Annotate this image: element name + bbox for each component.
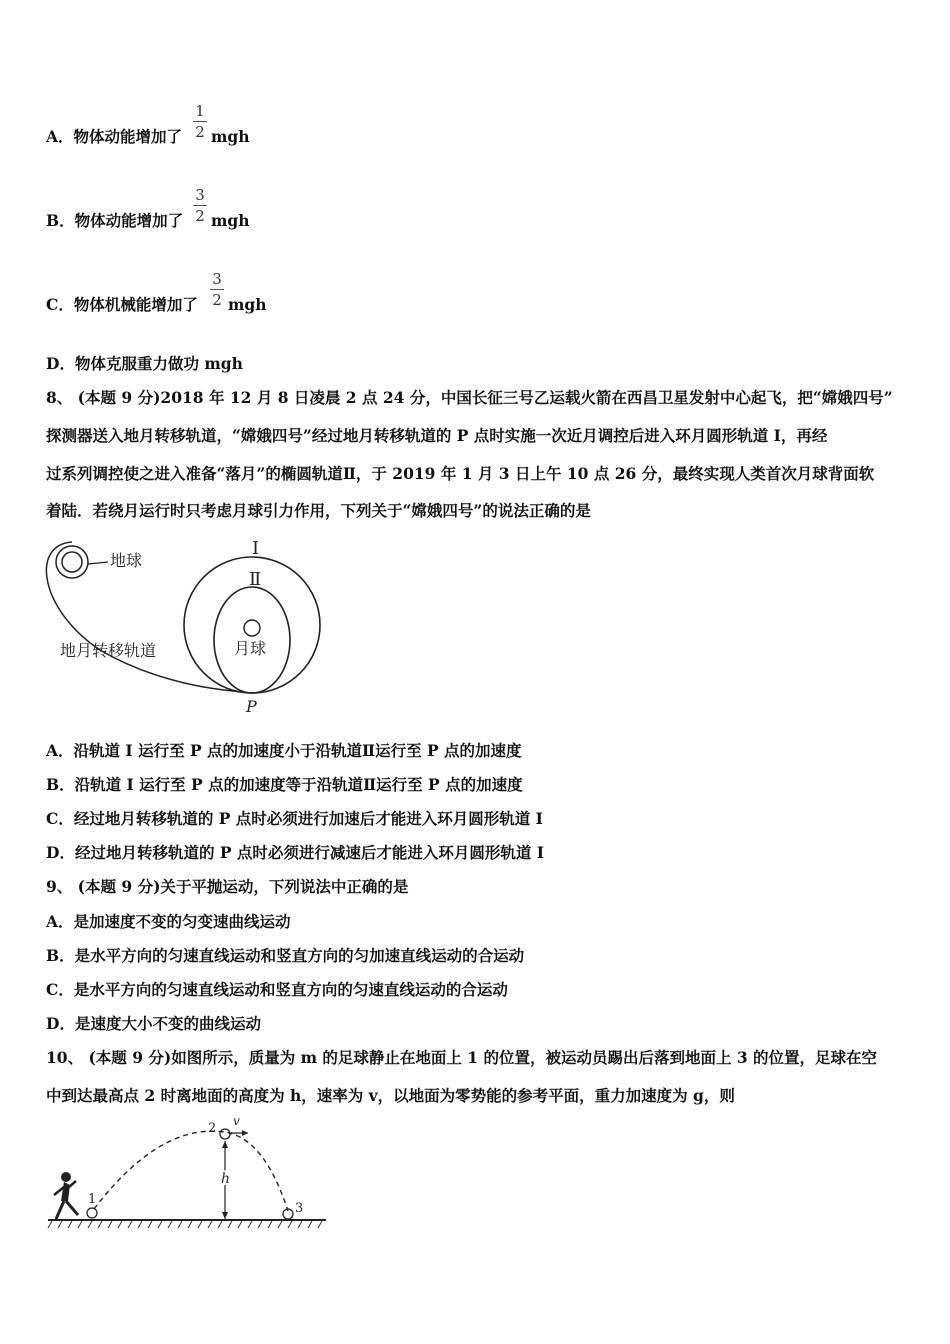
fraction-denominator: 2	[195, 207, 205, 225]
q7-option-c	[46, 295, 198, 315]
q8-orbit-figure	[40, 530, 340, 720]
ground-hatching	[48, 1221, 322, 1228]
q7-option-a-unit: mgh	[211, 127, 250, 146]
q8-option-c: C．经过地月转移轨道的 P 点时必须进行加速后才能进入环月圆形轨道 I	[46, 809, 543, 828]
q8-option-d: D．经过地月转移轨道的 P 点时必须进行减速后才能进入环月圆形轨道 I	[46, 843, 545, 862]
q8-stem-line-3: 过系列调控使之进入准备“落月”的椭圆轨道Ⅱ，于 2019 年 1 月 3 日上午 10 点 26 分，最终实现人类首次月球背面软	[46, 464, 875, 483]
fraction-denominator: 2	[195, 123, 205, 141]
orbit-1-label: I	[252, 538, 260, 559]
q7-option-b-fraction	[193, 186, 207, 225]
q7-option-a	[46, 127, 182, 147]
fraction-numerator: 3	[195, 186, 205, 204]
velocity-arrowhead	[242, 1130, 248, 1136]
transfer-orbit-label: 地月转移轨道	[60, 641, 157, 660]
q8-stem-line-1: 8、 (本题 9 分)2018 年 12 月 8 日凌晨 2 点 24 分，中国长征三号乙运载火箭在西昌卫星发射中心起飞，把“嫦娥四号”	[46, 388, 893, 407]
point-3-label: 3	[295, 1201, 304, 1216]
q8-option-a: A．沿轨道 I 运行至 P 点的加速度小于沿轨道Ⅱ运行至 P 点的加速度	[46, 741, 522, 760]
height-label: h	[221, 1171, 231, 1187]
q7-option-a-text: A．物体动能增加了	[46, 127, 183, 146]
q9-option-d: D．是速度大小不变的曲线运动	[46, 1014, 261, 1033]
orbit-2-label: Ⅱ	[249, 569, 262, 590]
moon-label: 月球	[234, 639, 267, 658]
fraction-numerator: 1	[195, 102, 205, 120]
point-p-label: P	[246, 697, 257, 716]
height-arrow-top	[222, 1141, 228, 1148]
ball-position-1	[87, 1208, 97, 1218]
q7-option-c-unit: mgh	[228, 295, 267, 314]
q7-option-d: D．物体克服重力做功 mgh	[46, 354, 243, 373]
earth-label: 地球	[110, 551, 143, 570]
player-figure	[54, 1172, 78, 1219]
q10-stem-line-2: 中到达最高点 2 时离地面的高度为 h，速率为 v，以地面为零势能的参考平面，重力加速度为 g，则	[46, 1086, 735, 1105]
q10-stem-line-1: 10、 (本题 9 分)如图所示，质量为 m 的足球静止在地面上 1 的位置，被运动员踢出后落到地面上 3 的位置，足球在空	[46, 1048, 878, 1067]
point-2-label: 2	[208, 1121, 217, 1136]
height-arrow-bottom	[222, 1212, 228, 1219]
moon-circle	[244, 620, 260, 636]
velocity-label: v	[233, 1115, 240, 1128]
point-1-label: 1	[88, 1192, 97, 1207]
q9-option-a: A．是加速度不变的匀变速曲线运动	[46, 912, 291, 931]
q7-option-c-text: C．物体机械能增加了	[46, 295, 198, 314]
earth-outer-circle	[56, 546, 88, 578]
q8-stem-line-2: 探测器送入地月转移轨道，“嫦娥四号”经过地月转移轨道的 P 点时实施一次近月调控后进入环月圆形轨道 I，再经	[46, 426, 828, 445]
q7-option-a-fraction	[193, 102, 207, 141]
ball-position-2	[220, 1129, 230, 1139]
q7-option-b-text: B．物体动能增加了	[46, 211, 184, 230]
q7-option-b	[46, 211, 183, 231]
q7-option-b-unit: mgh	[211, 211, 250, 230]
earth-inner-circle	[62, 552, 82, 572]
q10-football-figure	[44, 1115, 334, 1235]
q9-stem: 9、 (本题 9 分)关于平抛运动，下列说法中正确的是	[46, 877, 409, 896]
earth-label-leader	[88, 562, 108, 564]
q8-option-b: B．沿轨道 I 运行至 P 点的加速度等于沿轨道Ⅱ运行至 P 点的加速度	[46, 775, 523, 794]
ball-trajectory	[94, 1131, 288, 1211]
fraction-denominator: 2	[212, 291, 222, 309]
q9-option-b: B．是水平方向的匀速直线运动和竖直方向的匀加速直线运动的合运动	[46, 946, 525, 965]
fraction-numerator: 3	[212, 270, 222, 288]
q9-option-c: C．是水平方向的匀速直线运动和竖直方向的匀速直线运动的合运动	[46, 980, 508, 999]
q7-option-c-fraction	[210, 270, 224, 309]
q8-stem-line-4: 着陆．若绕月运行时只考虑月球引力作用，下列关于“嫦娥四号”的说法正确的是	[46, 501, 591, 520]
